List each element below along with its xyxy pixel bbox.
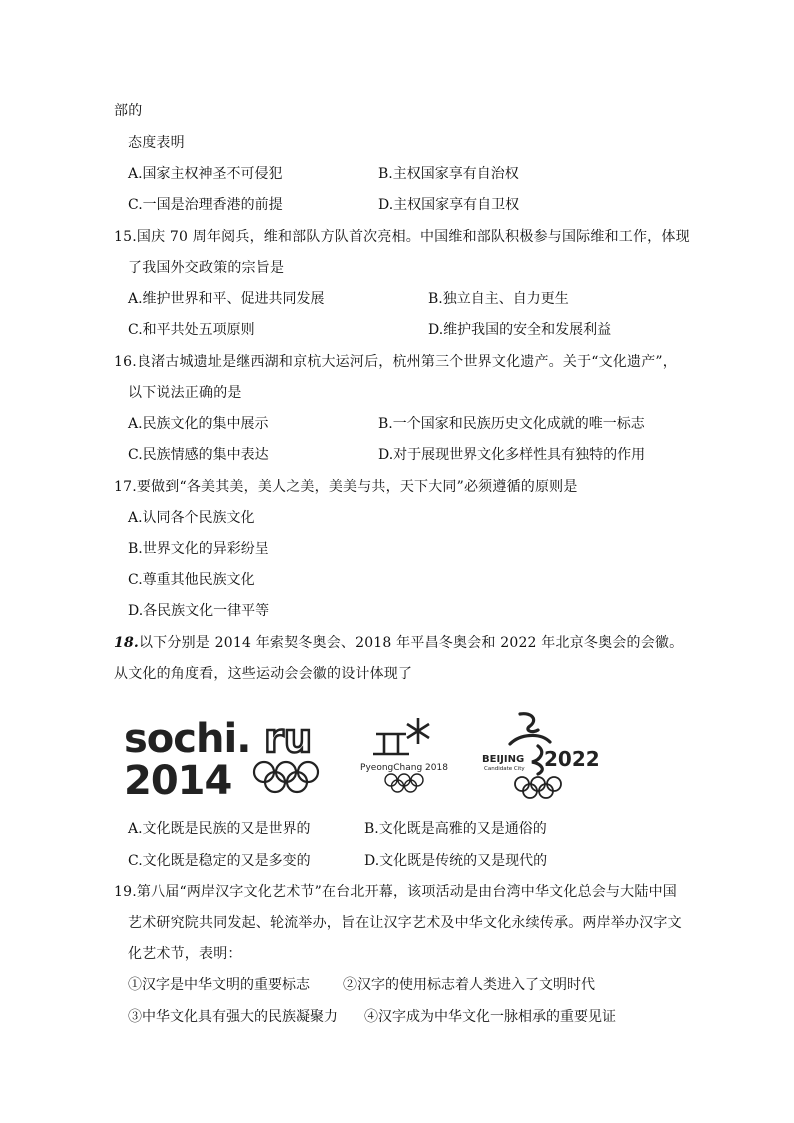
q18-option-c: C.文化既是稳定的又是多变的 bbox=[128, 853, 311, 869]
q18-option-d: D.文化既是传统的又是现代的 bbox=[364, 853, 548, 869]
q16-stem-line-1: 16.良渚古城遗址是继西湖和京杭大运河后，杭州第三个世界文化遗产。关于“文化遗产”， bbox=[114, 354, 677, 370]
q19-stem-line-1: 19.第八届“两岸汉字文化艺术节”在台北开幕，该项活动是由台湾中华文化总会与大陆中国 bbox=[114, 884, 677, 900]
beijing-logo-year: 2022 bbox=[544, 747, 600, 771]
q19-statement-2: ②汉字的使用标志着人类进入了文明时代 bbox=[343, 977, 595, 993]
q16-option-d: D.对于展现世界文化多样性具有独特的作用 bbox=[378, 447, 646, 463]
q16-option-a: A.民族文化的集中展示 bbox=[128, 416, 269, 432]
q17-option-b: B.世界文化的异彩纷呈 bbox=[128, 541, 269, 557]
q19-statement-1: ①汉字是中华文明的重要标志 bbox=[128, 977, 310, 993]
beijing-logo-subtext: Candidate City bbox=[484, 766, 525, 772]
pyeongchang-emblem-icon bbox=[373, 718, 429, 754]
pyeongchang-logo-text: PyeongChang 2018 bbox=[360, 763, 448, 773]
q18-option-a: A.文化既是民族的又是世界的 bbox=[128, 821, 311, 837]
q18-stem-line-1-text: 以下分别是 2014 年索契冬奥会、2018 年平昌冬奥会和 2022 年北京冬奥会的会徽。 bbox=[138, 635, 684, 651]
q14-stem-tail-1: 部的 bbox=[114, 103, 143, 119]
q17-stem: 17.要做到“各美其美，美人之美，美美与共，天下大同”必须遵循的原则是 bbox=[114, 479, 578, 495]
q15-option-c: C.和平共处五项原则 bbox=[128, 322, 255, 338]
sochi-logo-ru: ru bbox=[264, 716, 313, 762]
q16-option-b: B.一个国家和民族历史文化成就的唯一标志 bbox=[378, 416, 645, 432]
q17-option-c: C.尊重其他民族文化 bbox=[128, 572, 255, 588]
q15-option-a: A.维护世界和平、促进共同发展 bbox=[128, 291, 325, 307]
beijing-2022-logo bbox=[480, 708, 600, 800]
q19-stem-line-3: 化艺术节，表明： bbox=[128, 946, 242, 962]
sochi-logo-year: 2014 bbox=[124, 758, 232, 804]
q15-option-d: D.维护我国的安全和发展利益 bbox=[428, 322, 612, 338]
q19-stem-line-2: 艺术研究院共同发起、轮流举办，旨在让汉字艺术及中华文化永续传承。两岸举办汉字文 bbox=[128, 915, 682, 931]
q17-option-a: A.认同各个民族文化 bbox=[128, 510, 255, 526]
q14-option-c: C.一国是治理香港的前提 bbox=[128, 197, 283, 213]
q19-statement-4: ④汉字成为中华文化一脉相承的重要见证 bbox=[364, 1009, 616, 1025]
q14-stem-tail-2: 态度表明 bbox=[128, 135, 185, 151]
q15-stem-line-2: 了我国外交政策的宗旨是 bbox=[128, 260, 285, 276]
q16-stem-line-2: 以下说法正确的是 bbox=[128, 385, 242, 401]
olympic-rings-icon bbox=[254, 762, 318, 792]
q17-option-d: D.各民族文化一律平等 bbox=[128, 603, 270, 619]
q15-option-b: B.独立自主、自力更生 bbox=[428, 291, 569, 307]
q18-option-b: B.文化既是高雅的又是通俗的 bbox=[364, 821, 547, 837]
q18-stem-line-2: 从文化的角度看，这些运动会会徽的设计体现了 bbox=[114, 666, 413, 682]
q19-statement-3: ③中华文化具有强大的民族凝聚力 bbox=[128, 1009, 338, 1025]
sochi-2014-logo bbox=[124, 716, 324, 804]
q18-stem-line-1 bbox=[114, 633, 683, 653]
q15-stem-line-1: 15.国庆 70 周年阅兵，维和部队方队首次亮相。中国维和部队积极参与国际维和工作，体现 bbox=[114, 229, 690, 245]
q14-option-a: A.国家主权神圣不可侵犯 bbox=[128, 166, 283, 182]
q14-option-b: B.主权国家享有自治权 bbox=[378, 166, 519, 182]
q16-option-c: C.民族情感的集中表达 bbox=[128, 447, 269, 463]
q14-option-d: D.主权国家享有自卫权 bbox=[378, 197, 520, 213]
pyeongchang-2018-logo bbox=[356, 712, 452, 796]
olympic-rings-icon bbox=[385, 774, 423, 792]
sochi-logo-word: sochi. bbox=[124, 716, 251, 762]
olympic-rings-icon bbox=[515, 777, 561, 798]
q18-number: 18. bbox=[114, 635, 139, 651]
beijing-logo-text: BEIJING bbox=[482, 754, 525, 765]
